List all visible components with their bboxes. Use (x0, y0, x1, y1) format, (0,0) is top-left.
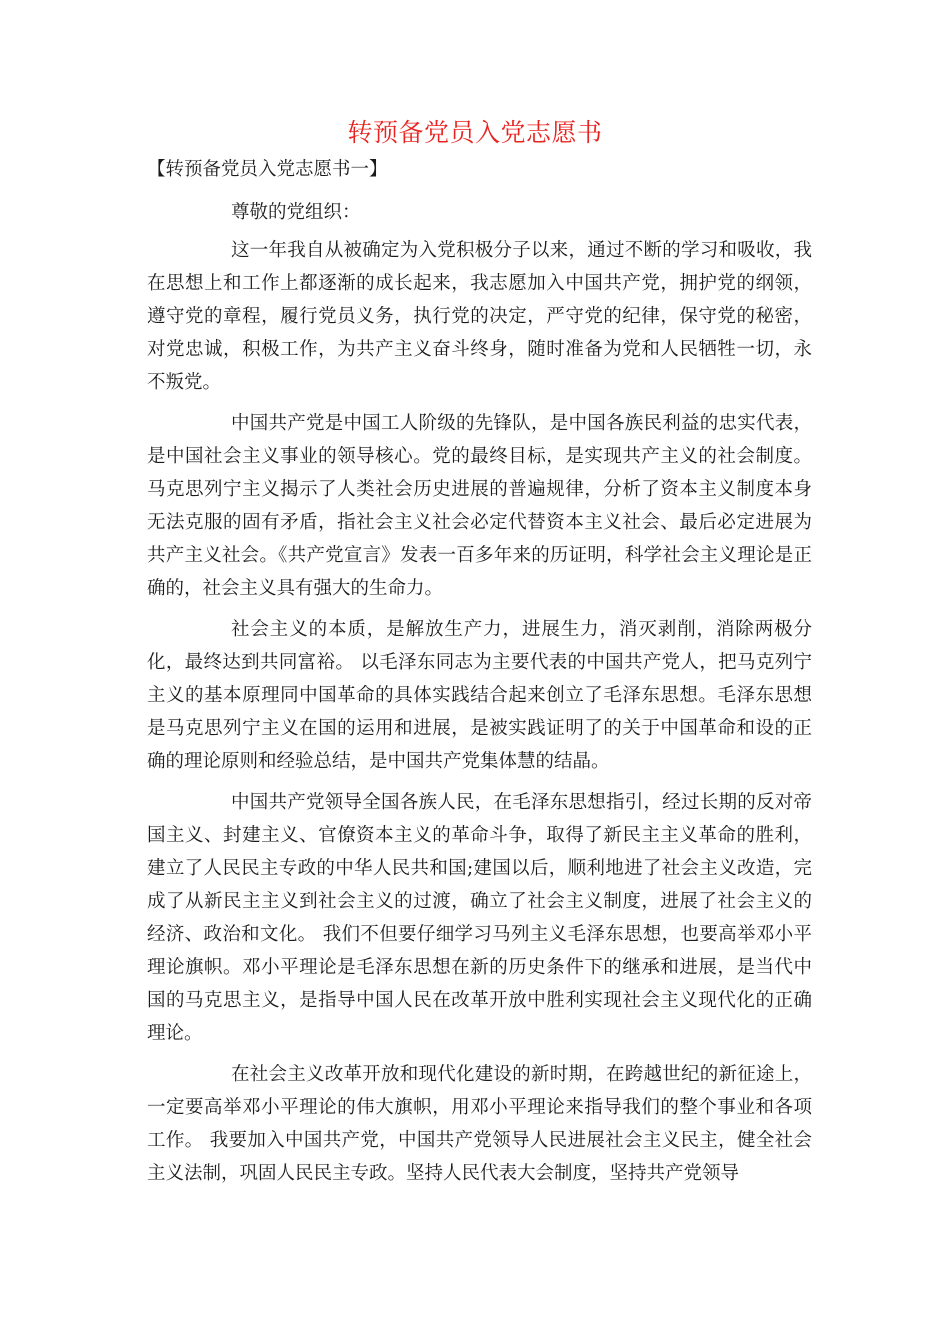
paragraph: 这一年我自从被确定为入党积极分子以来，通过不断的学习和吸收，我在思想上和工作上都逐渐的成长起来，我志愿加入中国共产党，拥护党的纲领，遵守党的章程，履行党员义务，执行党的决定，严守党的纪律，保守党的秘密，对党忠诚，积极工作，为共产主义奋斗终身，随时准备为党和人民牺牲一切，永不叛党。 (147, 240, 812, 393)
salutation: 尊敬的党组织： (231, 202, 361, 223)
document-body (147, 196, 812, 1198)
paragraph: 在社会主义改革开放和现代化建设的新时期，在跨越世纪的新征途上，一定要高举邓小平理论的伟大旗帜，用邓小平理论来指导我们的整个事业和各项工作。 我要加入中国共产党，中国共产党领导人民进展社会主义民主，健全社会主义法制，巩固人民民主专政。坚持人民代表大会制度，坚持共产党领导 (147, 1064, 812, 1184)
paragraph: 中国共产党领导全国各族人民，在毛泽东思想指引，经过长期的反对帝国主义、封建主义、官僚资本主义的革命斗争，取得了新民主主义革命的胜利，建立了人民民主专政的中华人民共和国;建国以后，顺利地进了社会主义改造，完成了从新民主主义到社会主义的过渡，确立了社会主义制度，进展了社会主义的经济、政治和文化。 我们不但要仔细学习马列主义毛泽东思想，也要高举邓小平理论旗帜。邓小平理论是毛泽东思想在新的历史条件下的继承和进展，是当代中国的马克思主义，是指导中国人民在改革开放中胜利实现社会主义现代化的正确理论。 (147, 792, 812, 1044)
paragraph: 中国共产党是中国工人阶级的先锋队，是中国各族民利益的忠实代表，是中国社会主义事业的领导核心。党的最终目标，是实现共产主义的社会制度。马克思列宁主义揭示了人类社会历史进展的普遍规律，分析了资本主义制度本身无法克服的固有矛盾，指社会主义社会必定代替资本主义社会、最后必定进展为共产主义社会。《共产党宣言》发表一百多年来的历证明，科学社会主义理论是正确的，社会主义具有强大的生命力。 (147, 413, 812, 599)
document-title: 转预备党员入党志愿书 (347, 118, 603, 147)
paragraph: 社会主义的本质，是解放生产力，进展生力，消灭剥削，消除两极分化，最终达到共同富裕。 以毛泽东同志为主要代表的中国共产党人，把马克列宁主义的基本原理同中国革命的具体实践结合起来创立了毛泽东思想。毛泽东思想是马克思列宁主义在国的运用和进展，是被实践证明了的关于中国革命和设的正确的理论原则和经验总结，是中国共产党集体慧的结晶。 (147, 619, 812, 772)
document-subtitle: 【转预备党员入党志愿书一】 (147, 159, 388, 180)
